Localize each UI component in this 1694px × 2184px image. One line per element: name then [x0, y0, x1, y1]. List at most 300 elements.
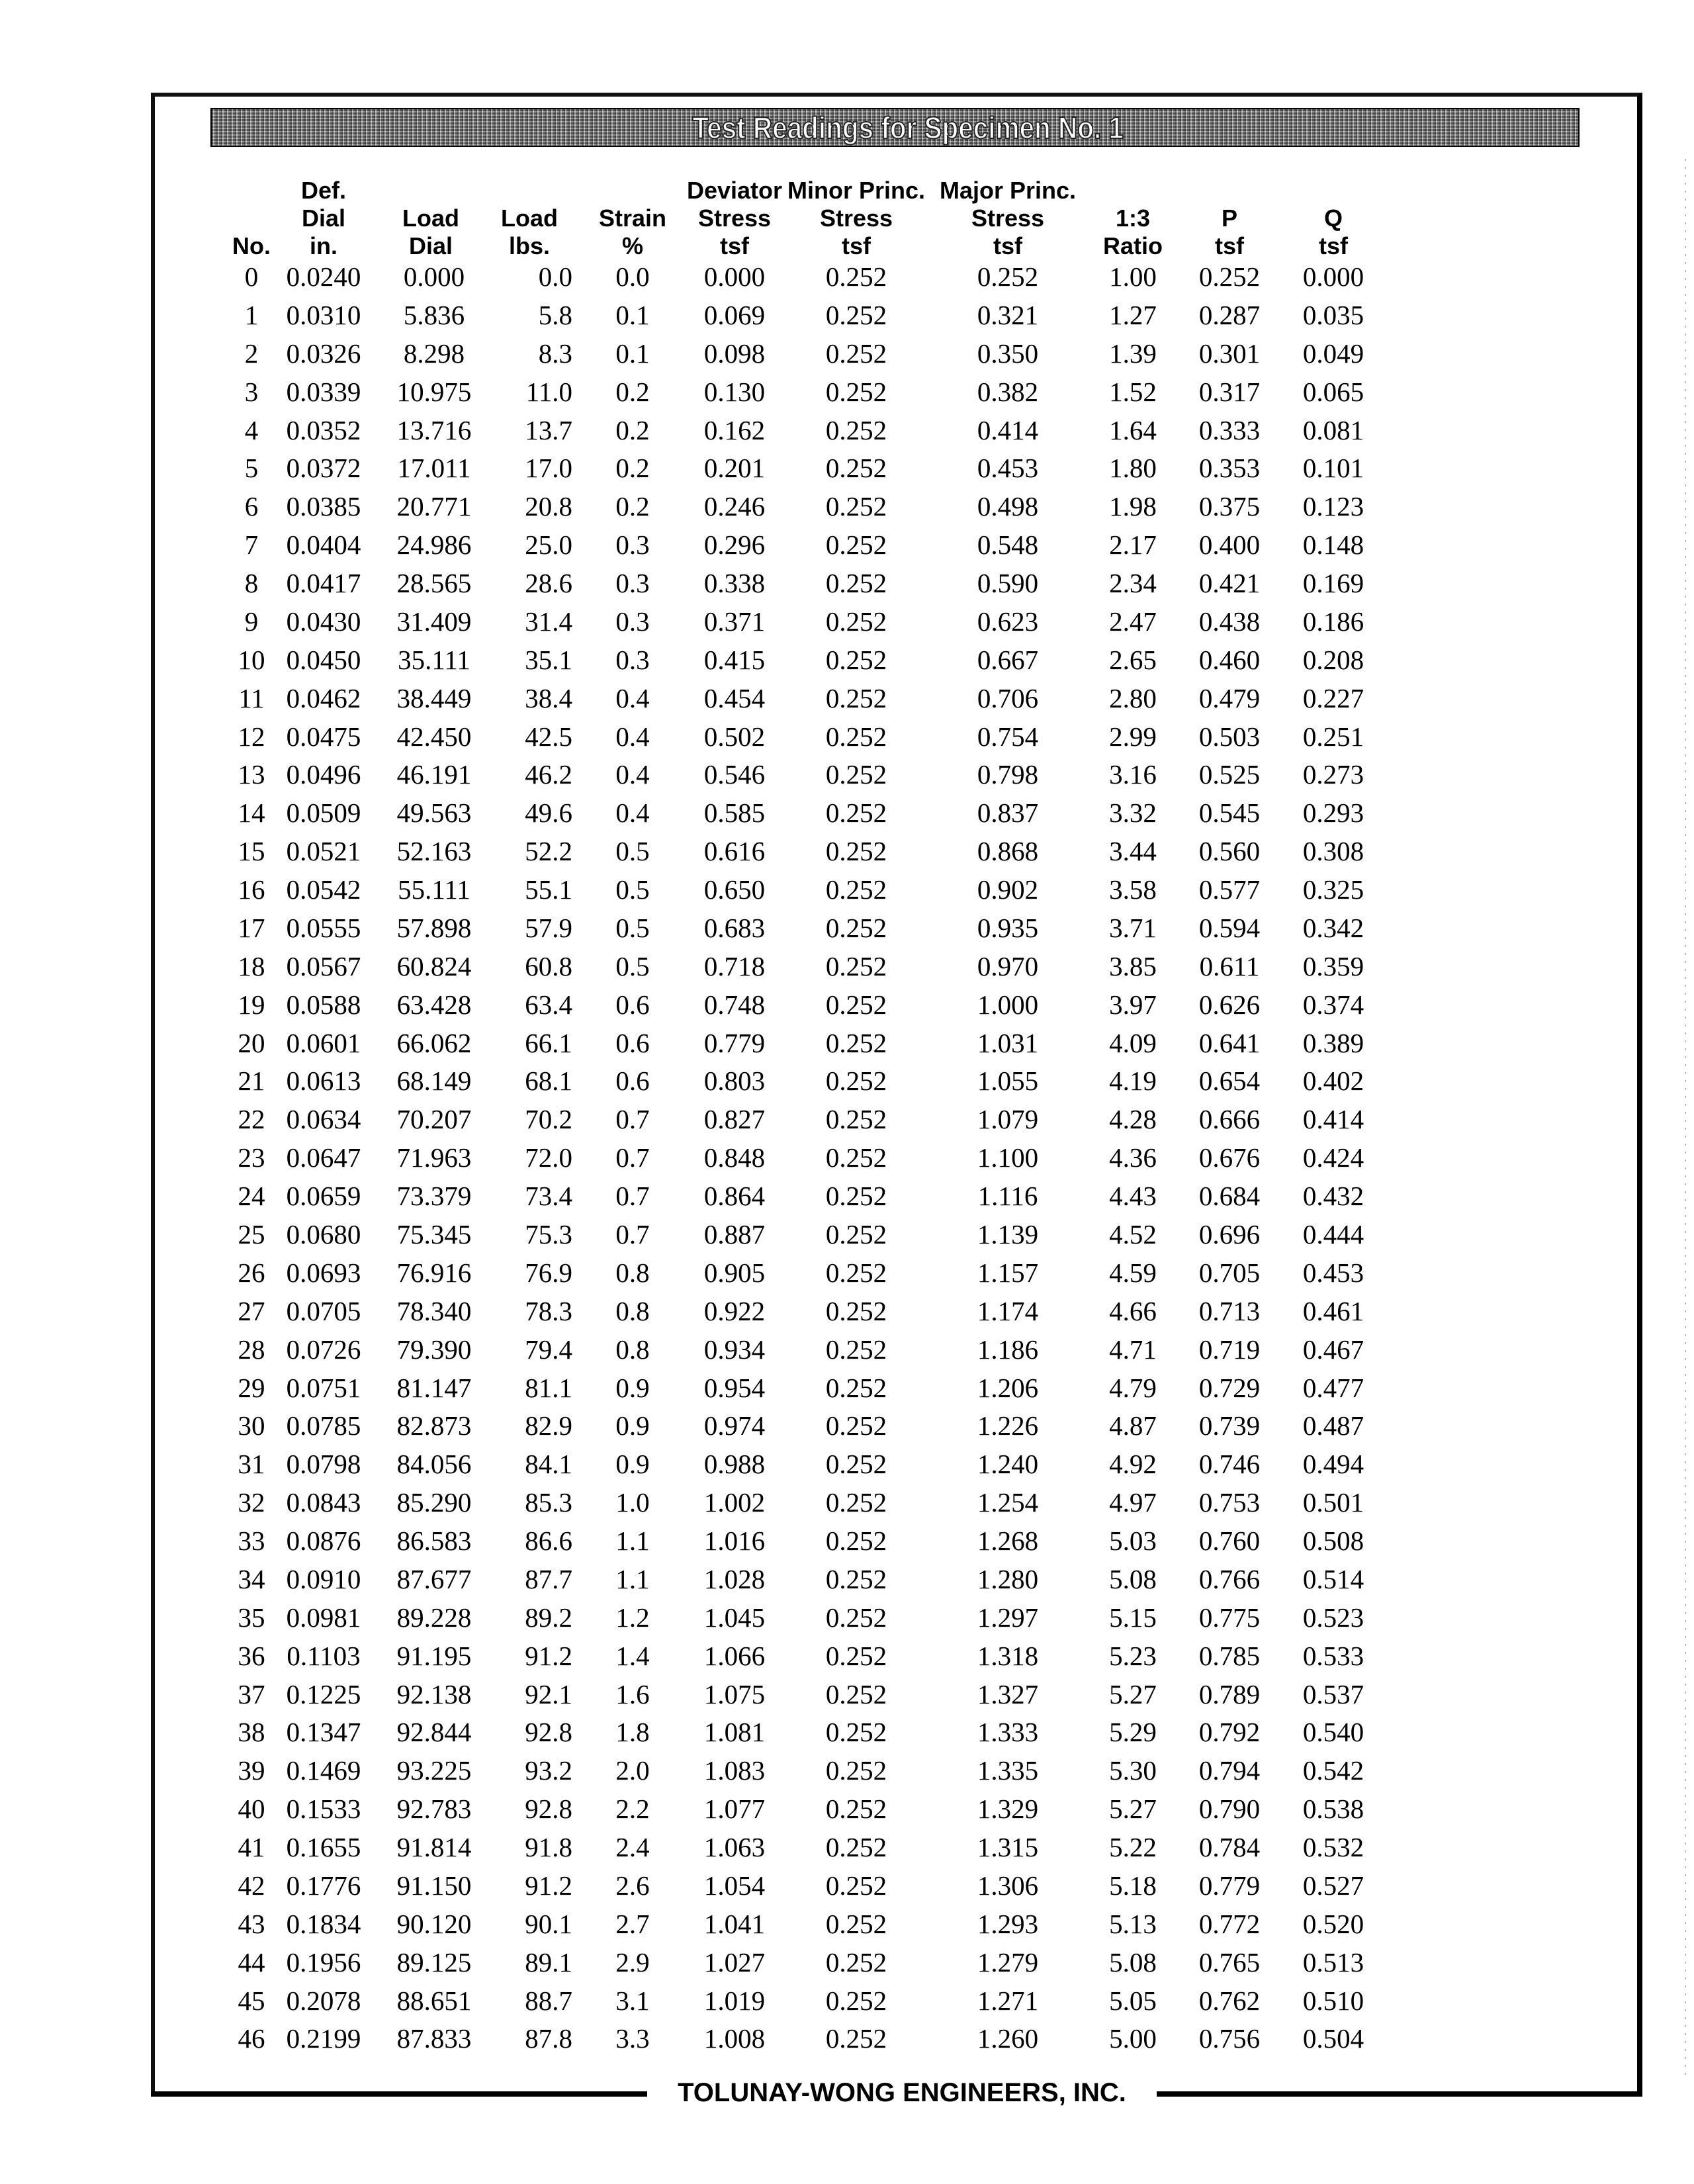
cell-strain: 0.9	[615, 1449, 650, 1480]
cell-p: 0.784	[1198, 1832, 1261, 1863]
column-header-line: lbs.	[508, 232, 550, 259]
cell-p: 0.353	[1198, 453, 1261, 484]
cell-load_lbs: 68.1	[525, 1066, 572, 1097]
cell-load_lbs: 92.8	[525, 1717, 572, 1748]
cell-q: 0.510	[1302, 1985, 1364, 2016]
cell-strain: 0.0	[615, 261, 650, 292]
cell-no: 17	[238, 912, 265, 943]
cell-q: 0.123	[1302, 491, 1364, 522]
cell-load_lbs: 46.2	[525, 759, 572, 790]
column-header-line: Major Princ.	[939, 177, 1077, 204]
cell-p: 0.611	[1199, 950, 1260, 981]
cell-strain: 0.6	[615, 989, 650, 1020]
cell-p: 0.438	[1198, 606, 1261, 637]
cell-load_lbs: 92.1	[525, 1678, 572, 1709]
cell-def_dial: 0.0659	[286, 1181, 361, 1212]
cell-q: 0.508	[1302, 1525, 1364, 1557]
cell-p: 0.594	[1198, 912, 1261, 943]
cell-p: 0.641	[1198, 1027, 1261, 1058]
cell-load_lbs: 79.4	[525, 1334, 572, 1365]
cell-q: 0.504	[1302, 2023, 1364, 2054]
cell-strain: 0.4	[615, 759, 650, 790]
column-header-line: tsf	[1319, 232, 1348, 259]
cell-load_lbs: 91.2	[525, 1870, 572, 1901]
cell-deviator: 0.338	[703, 568, 766, 599]
table-row	[0, 337, 1694, 370]
cell-def_dial: 0.0240	[286, 261, 361, 292]
cell-q: 0.148	[1302, 529, 1364, 561]
column-header-p	[1215, 177, 1244, 260]
table-row	[0, 1026, 1694, 1060]
cell-strain: 1.4	[615, 1640, 650, 1671]
cell-p: 0.719	[1198, 1334, 1261, 1365]
cell-strain: 1.6	[615, 1678, 650, 1709]
cell-no: 32	[238, 1487, 265, 1518]
cell-no: 6	[244, 491, 259, 522]
cell-p: 0.779	[1198, 1870, 1261, 1901]
column-header-def_dial	[301, 177, 346, 260]
column-header-line	[232, 177, 271, 205]
cell-strain: 0.7	[615, 1104, 650, 1135]
cell-q: 0.542	[1302, 1755, 1364, 1786]
column-header-line: Ratio	[1103, 232, 1163, 259]
cell-load_dial: 91.195	[396, 1640, 472, 1671]
cell-def_dial: 0.0555	[286, 912, 361, 943]
cell-ratio: 3.32	[1109, 797, 1157, 829]
cell-no: 0	[244, 261, 259, 292]
cell-load_lbs: 42.5	[525, 721, 572, 752]
cell-def_dial: 0.0567	[286, 950, 361, 981]
cell-no: 24	[238, 1181, 265, 1212]
cell-load_dial: 91.150	[396, 1870, 472, 1901]
cell-deviator: 1.028	[703, 1563, 766, 1594]
cell-load_dial: 49.563	[396, 797, 472, 829]
cell-q: 0.227	[1302, 682, 1364, 713]
cell-no: 42	[238, 1870, 265, 1901]
cell-no: 41	[238, 1832, 265, 1863]
cell-def_dial: 0.0430	[286, 606, 361, 637]
table-row	[0, 260, 1694, 293]
cell-major: 0.837	[977, 797, 1039, 829]
cell-no: 4	[244, 414, 259, 445]
cell-def_dial: 0.0588	[286, 989, 361, 1020]
cell-p: 0.654	[1198, 1066, 1261, 1097]
cell-strain: 0.1	[615, 338, 650, 369]
cell-minor: 0.252	[825, 1640, 887, 1671]
cell-p: 0.525	[1198, 759, 1261, 790]
cell-minor: 0.252	[825, 989, 887, 1020]
table-row	[0, 1371, 1694, 1404]
cell-major: 1.268	[977, 1525, 1039, 1557]
cell-no: 39	[238, 1755, 265, 1786]
cell-minor: 0.252	[825, 874, 887, 905]
cell-p: 0.287	[1198, 299, 1261, 330]
cell-ratio: 3.16	[1109, 759, 1157, 790]
column-header-line: Load	[501, 205, 558, 232]
cell-major: 1.279	[977, 1946, 1039, 1978]
column-header-line: Stress	[697, 205, 772, 232]
cell-deviator: 0.162	[703, 414, 766, 445]
cell-load_dial: 78.340	[396, 1295, 472, 1326]
cell-deviator: 1.075	[703, 1678, 766, 1709]
table-row	[0, 1295, 1694, 1328]
cell-no: 31	[238, 1449, 265, 1480]
cell-p: 0.760	[1198, 1525, 1261, 1557]
cell-def_dial: 0.0634	[286, 1104, 361, 1135]
cell-ratio: 1.00	[1109, 261, 1157, 292]
cell-minor: 0.252	[825, 1602, 887, 1633]
cell-load_lbs: 82.9	[525, 1410, 572, 1441]
cell-load_dial: 90.120	[396, 1908, 472, 1939]
cell-major: 1.139	[977, 1219, 1039, 1250]
cell-load_lbs: 35.1	[525, 644, 572, 675]
cell-load_lbs: 63.4	[525, 989, 572, 1020]
cell-q: 0.389	[1302, 1027, 1364, 1058]
cell-strain: 0.9	[615, 1410, 650, 1441]
cell-load_dial: 20.771	[396, 491, 472, 522]
cell-def_dial: 0.0798	[286, 1449, 361, 1480]
cell-load_lbs: 57.9	[525, 912, 572, 943]
cell-major: 0.754	[977, 721, 1039, 752]
cell-strain: 0.6	[615, 1066, 650, 1097]
cell-deviator: 1.002	[703, 1487, 766, 1518]
cell-load_dial: 31.409	[396, 606, 472, 637]
cell-deviator: 0.827	[703, 1104, 766, 1135]
cell-q: 0.487	[1302, 1410, 1364, 1441]
cell-p: 0.794	[1198, 1755, 1261, 1786]
cell-def_dial: 0.1103	[287, 1640, 361, 1671]
cell-p: 0.375	[1198, 491, 1261, 522]
cell-ratio: 4.52	[1109, 1219, 1157, 1250]
cell-strain: 0.3	[615, 606, 650, 637]
cell-major: 0.970	[977, 950, 1039, 981]
cell-load_dial: 73.379	[396, 1181, 472, 1212]
cell-load_dial: 86.583	[396, 1525, 472, 1557]
cell-q: 0.538	[1302, 1794, 1364, 1825]
cell-q: 0.065	[1302, 376, 1364, 407]
cell-q: 0.467	[1302, 1334, 1364, 1365]
cell-ratio: 2.99	[1109, 721, 1157, 752]
cell-minor: 0.252	[825, 261, 887, 292]
cell-load_dial: 57.898	[396, 912, 472, 943]
cell-ratio: 5.00	[1109, 2023, 1157, 2054]
cell-no: 9	[244, 606, 259, 637]
footer-rule-right	[1157, 2091, 1642, 2097]
cell-deviator: 0.069	[703, 299, 766, 330]
cell-no: 21	[238, 1066, 265, 1097]
cell-load_lbs: 0.0	[538, 261, 572, 292]
cell-p: 0.460	[1198, 644, 1261, 675]
cell-q: 0.251	[1302, 721, 1364, 752]
cell-minor: 0.252	[825, 2023, 887, 2054]
cell-strain: 0.7	[615, 1181, 650, 1212]
cell-strain: 3.1	[615, 1985, 650, 2016]
cell-def_dial: 0.2078	[286, 1985, 361, 2016]
cell-strain: 1.1	[615, 1563, 650, 1594]
cell-deviator: 1.019	[703, 1985, 766, 2016]
cell-strain: 0.6	[615, 1027, 650, 1058]
cell-major: 1.260	[977, 2023, 1039, 2054]
cell-def_dial: 0.0404	[286, 529, 361, 561]
cell-load_lbs: 75.3	[525, 1219, 572, 1250]
cell-no: 46	[238, 2023, 265, 2054]
table-row	[0, 1179, 1694, 1212]
cell-no: 22	[238, 1104, 265, 1135]
cell-major: 1.206	[977, 1372, 1039, 1403]
cell-ratio: 3.71	[1109, 912, 1157, 943]
cell-no: 1	[244, 299, 259, 330]
cell-minor: 0.252	[825, 1755, 887, 1786]
cell-q: 0.523	[1302, 1602, 1364, 1633]
cell-p: 0.789	[1198, 1678, 1261, 1709]
cell-deviator: 0.988	[703, 1449, 766, 1480]
cell-def_dial: 0.1956	[286, 1946, 361, 1978]
cell-minor: 0.252	[825, 1946, 887, 1978]
column-header-no	[232, 177, 271, 260]
cell-q: 0.374	[1302, 989, 1364, 1020]
table-row	[0, 414, 1694, 447]
cell-strain: 2.7	[615, 1908, 650, 1939]
cell-load_lbs: 31.4	[525, 606, 572, 637]
cell-load_dial: 92.783	[396, 1794, 472, 1825]
cell-ratio: 5.30	[1109, 1755, 1157, 1786]
cell-p: 0.785	[1198, 1640, 1261, 1671]
column-header-line: %	[621, 232, 643, 259]
cell-p: 0.626	[1198, 989, 1261, 1020]
cell-load_dial: 10.975	[396, 376, 472, 407]
cell-no: 28	[238, 1334, 265, 1365]
cell-deviator: 0.650	[703, 874, 766, 905]
cell-load_lbs: 89.1	[525, 1946, 572, 1978]
cell-load_lbs: 78.3	[525, 1295, 572, 1326]
cell-ratio: 5.03	[1109, 1525, 1157, 1557]
cell-no: 26	[238, 1257, 265, 1288]
cell-q: 0.461	[1302, 1295, 1364, 1326]
cell-deviator: 0.683	[703, 912, 766, 943]
cell-def_dial: 0.0339	[286, 376, 361, 407]
cell-p: 0.705	[1198, 1257, 1261, 1288]
cell-def_dial: 0.0751	[286, 1372, 361, 1403]
cell-q: 0.081	[1302, 414, 1364, 445]
cell-minor: 0.252	[825, 1027, 887, 1058]
cell-deviator: 0.454	[703, 682, 766, 713]
cell-no: 15	[238, 836, 265, 867]
cell-strain: 1.0	[615, 1487, 650, 1518]
cell-ratio: 5.22	[1109, 1832, 1157, 1863]
cell-ratio: 1.52	[1109, 376, 1157, 407]
cell-major: 1.055	[977, 1066, 1039, 1097]
column-header-line: tsf	[842, 232, 871, 259]
cell-deviator: 0.000	[703, 261, 766, 292]
cell-major: 0.548	[977, 529, 1039, 561]
cell-load_lbs: 8.3	[538, 338, 572, 369]
cell-minor: 0.252	[825, 299, 887, 330]
cell-no: 20	[238, 1027, 265, 1058]
cell-no: 40	[238, 1794, 265, 1825]
cell-deviator: 1.045	[703, 1602, 766, 1633]
table-row	[0, 1256, 1694, 1289]
cell-major: 1.226	[977, 1410, 1039, 1441]
column-header-strain	[599, 177, 666, 260]
cell-load_lbs: 76.9	[525, 1257, 572, 1288]
cell-strain: 3.3	[615, 2023, 650, 2054]
cell-minor: 0.252	[825, 1257, 887, 1288]
cell-strain: 0.3	[615, 644, 650, 675]
cell-strain: 0.2	[615, 414, 650, 445]
cell-major: 1.186	[977, 1334, 1039, 1365]
cell-load_dial: 71.963	[396, 1142, 472, 1173]
cell-major: 1.000	[977, 989, 1039, 1020]
column-header-load_dial	[402, 177, 459, 260]
cell-def_dial: 0.0496	[286, 759, 361, 790]
cell-def_dial: 0.0385	[286, 491, 361, 522]
cell-p: 0.545	[1198, 797, 1261, 829]
cell-load_dial: 68.149	[396, 1066, 472, 1097]
column-header-line: 1:3	[1115, 205, 1151, 232]
cell-load_dial: 79.390	[396, 1334, 472, 1365]
cell-ratio: 4.28	[1109, 1104, 1157, 1135]
table-row	[0, 1715, 1694, 1749]
cell-load_lbs: 87.8	[525, 2023, 572, 2054]
cell-strain: 0.4	[615, 721, 650, 752]
cell-strain: 0.5	[615, 912, 650, 943]
cell-load_dial: 84.056	[396, 1449, 472, 1480]
cell-p: 0.775	[1198, 1602, 1261, 1633]
page-title: Test Readings for Specimen No. 1	[692, 110, 1124, 145]
cell-ratio: 5.27	[1109, 1678, 1157, 1709]
cell-def_dial: 0.1776	[286, 1870, 361, 1901]
cell-no: 2	[244, 338, 259, 369]
cell-strain: 0.5	[615, 836, 650, 867]
cell-deviator: 0.718	[703, 950, 766, 981]
cell-ratio: 2.34	[1109, 568, 1157, 599]
cell-deviator: 0.748	[703, 989, 766, 1020]
cell-p: 0.317	[1198, 376, 1261, 407]
table-row	[0, 1792, 1694, 1825]
cell-minor: 0.252	[825, 1219, 887, 1250]
cell-ratio: 1.80	[1109, 453, 1157, 484]
cell-major: 0.706	[977, 682, 1039, 713]
cell-ratio: 4.66	[1109, 1295, 1157, 1326]
table-row	[0, 873, 1694, 906]
cell-def_dial: 0.0462	[286, 682, 361, 713]
cell-load_dial: 0.000	[403, 261, 465, 292]
cell-load_dial: 5.836	[403, 299, 465, 330]
cell-major: 1.306	[977, 1870, 1039, 1901]
cell-minor: 0.252	[825, 1104, 887, 1135]
cell-no: 44	[238, 1946, 265, 1978]
cell-ratio: 5.15	[1109, 1602, 1157, 1633]
table-row	[0, 2022, 1694, 2055]
cell-load_dial: 85.290	[396, 1487, 472, 1518]
cell-q: 0.520	[1302, 1908, 1364, 1939]
cell-minor: 0.252	[825, 376, 887, 407]
cell-ratio: 3.85	[1109, 950, 1157, 981]
cell-ratio: 5.27	[1109, 1794, 1157, 1825]
cell-major: 1.327	[977, 1678, 1039, 1709]
cell-def_dial: 0.0693	[286, 1257, 361, 1288]
table-row	[0, 1141, 1694, 1174]
cell-q: 0.532	[1302, 1832, 1364, 1863]
cell-major: 0.935	[977, 912, 1039, 943]
cell-load_lbs: 20.8	[525, 491, 572, 522]
cell-load_dial: 92.138	[396, 1678, 472, 1709]
cell-load_dial: 63.428	[396, 989, 472, 1020]
table-row	[0, 490, 1694, 523]
cell-def_dial: 0.0613	[286, 1066, 361, 1097]
cell-def_dial: 0.1225	[286, 1678, 361, 1709]
cell-strain: 2.2	[615, 1794, 650, 1825]
cell-no: 12	[238, 721, 265, 752]
cell-no: 25	[238, 1219, 265, 1250]
cell-q: 0.101	[1302, 453, 1364, 484]
table-row	[0, 796, 1694, 829]
cell-p: 0.729	[1198, 1372, 1261, 1403]
cell-def_dial: 0.0417	[286, 568, 361, 599]
cell-q: 0.477	[1302, 1372, 1364, 1403]
cell-minor: 0.252	[825, 644, 887, 675]
cell-no: 23	[238, 1142, 265, 1173]
cell-minor: 0.252	[825, 1794, 887, 1825]
cell-load_lbs: 85.3	[525, 1487, 572, 1518]
table-row	[0, 1103, 1694, 1136]
cell-strain: 0.2	[615, 376, 650, 407]
cell-def_dial: 0.0310	[286, 299, 361, 330]
cell-load_dial: 82.873	[396, 1410, 472, 1441]
table-row	[0, 298, 1694, 332]
cell-minor: 0.252	[825, 1525, 887, 1557]
cell-major: 1.329	[977, 1794, 1039, 1825]
cell-def_dial: 0.0450	[286, 644, 361, 675]
cell-major: 1.293	[977, 1908, 1039, 1939]
cell-q: 0.035	[1302, 299, 1364, 330]
cell-q: 0.414	[1302, 1104, 1364, 1135]
cell-load_lbs: 81.1	[525, 1372, 572, 1403]
cell-deviator: 0.201	[703, 453, 766, 484]
cell-q: 0.514	[1302, 1563, 1364, 1594]
cell-p: 0.400	[1198, 529, 1261, 561]
cell-load_lbs: 13.7	[525, 414, 572, 445]
cell-load_dial: 13.716	[396, 414, 472, 445]
cell-major: 0.667	[977, 644, 1039, 675]
cell-ratio: 5.08	[1109, 1946, 1157, 1978]
cell-no: 33	[238, 1525, 265, 1557]
cell-p: 0.676	[1198, 1142, 1261, 1173]
cell-def_dial: 0.0509	[286, 797, 361, 829]
cell-q: 0.359	[1302, 950, 1364, 981]
table-row	[0, 1218, 1694, 1251]
cell-major: 1.174	[977, 1295, 1039, 1326]
cell-ratio: 1.39	[1109, 338, 1157, 369]
cell-p: 0.746	[1198, 1449, 1261, 1480]
column-header-line	[599, 177, 666, 205]
cell-strain: 0.8	[615, 1295, 650, 1326]
cell-major: 1.254	[977, 1487, 1039, 1518]
cell-deviator: 0.905	[703, 1257, 766, 1288]
column-header-line: Def.	[300, 177, 347, 204]
cell-no: 7	[244, 529, 259, 561]
cell-major: 1.297	[977, 1602, 1039, 1633]
cell-load_lbs: 38.4	[525, 682, 572, 713]
cell-deviator: 0.803	[703, 1066, 766, 1097]
cell-load_dial: 81.147	[396, 1372, 472, 1403]
cell-ratio: 2.80	[1109, 682, 1157, 713]
cell-major: 1.079	[977, 1104, 1039, 1135]
cell-major: 1.280	[977, 1563, 1039, 1594]
table-row	[0, 1563, 1694, 1596]
cell-no: 19	[238, 989, 265, 1020]
cell-load_lbs: 91.2	[525, 1640, 572, 1671]
